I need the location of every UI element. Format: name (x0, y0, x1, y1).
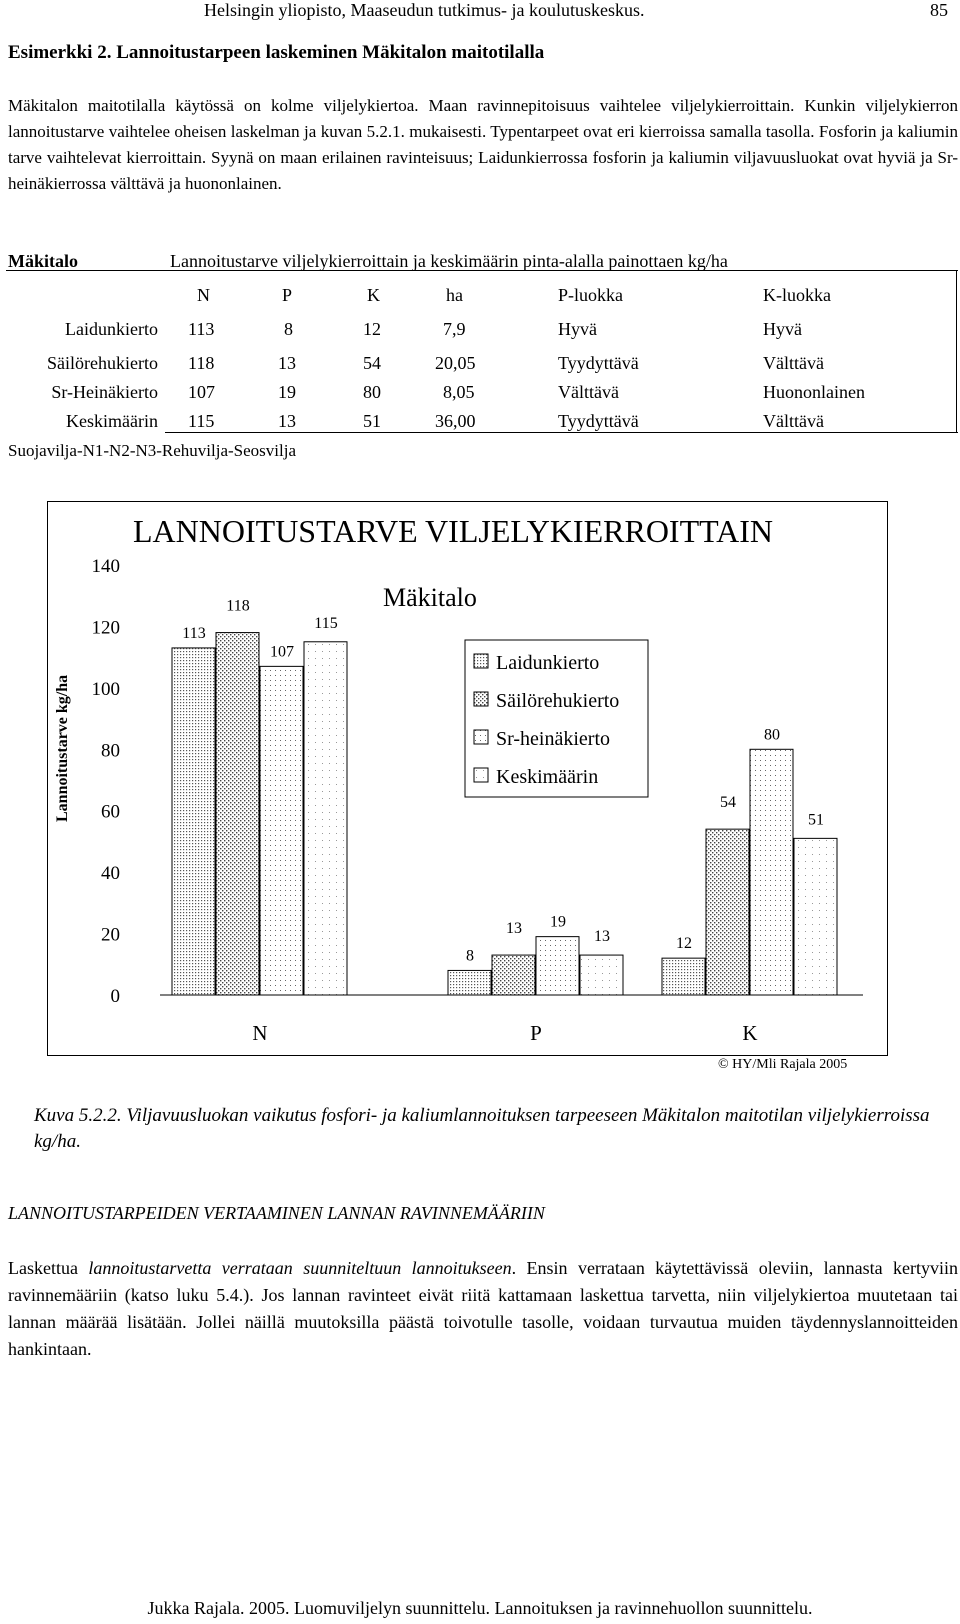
col-header-k-class: K-luokka (763, 285, 831, 305)
bar (448, 970, 491, 995)
row-name-laidunkierto: Laidunkierto (65, 319, 158, 339)
bar-value-label: 19 (550, 913, 566, 931)
table-cell: 113 (188, 319, 215, 339)
figure-caption: Kuva 5.2.2. Viljavuusluokan vaikutus fosfori- ja kaliumlannoituksen tarpeeseen Mäkitalon maitotilan viljelykierroissa kg/ha. (34, 1105, 930, 1152)
page-footer: Jukka Rajala. 2005. Luomuviljelyn suunnittelu. Lannoituksen ja ravinnehuollon suunnittelu. (147, 1598, 813, 1618)
bar-value-label: 80 (764, 726, 780, 744)
table-cell: 20,05 (435, 353, 476, 373)
body-emphasis: lannoitustarvetta verrataan suunniteltuun lannoitukseen (88, 1258, 512, 1278)
y-tick-label: 20 (101, 924, 120, 946)
row-name-keskimaarin: Keskimäärin (66, 411, 158, 431)
page-number: 85 (930, 0, 948, 20)
table-cell: 80 (363, 382, 381, 402)
bar-value-label: 115 (314, 614, 338, 632)
body-paragraph (8, 1255, 958, 1363)
y-tick-label: 0 (110, 986, 120, 1007)
table-cell: Hyvä (558, 319, 597, 339)
col-header-ha: ha (446, 285, 463, 305)
example-heading: Esimerkki 2. Lannoitustarpeen laskeminen Mäkitalon maitotilalla (8, 42, 545, 63)
bar (304, 642, 347, 995)
table-cell: Välttävä (763, 353, 824, 373)
body-text (8, 1255, 958, 1363)
x-category-label: N (252, 1021, 268, 1045)
table-cell: 8,05 (443, 382, 475, 402)
bar (580, 955, 623, 995)
body-rest: . Ensin verrataan käytettävissä oleviin, lannasta kertyviin ravinnemääriin (katso luku 5.4.). Jos lannan ravinteet eivät riitä kattamaan laskettua tarvetta, niin viljelykiertoa muutetaan tai lannan määrää lisätään. Jollei näillä muutoksilla päästä toivotulle tasolle, voidaan turvautua muiden täydennyslannoitteiden hankintaan. (8, 1258, 958, 1359)
table-cell: Tyydyttävä (558, 411, 639, 431)
y-tick-label: 60 (101, 801, 120, 823)
col-header-n: N (197, 285, 210, 305)
legend-swatch (474, 768, 488, 782)
bar (706, 829, 749, 995)
bar (216, 633, 259, 995)
intro-text: Mäkitalon maitotilalla käytössä on kolme viljelykiertoa. Maan ravinnepitoisuus vaihtelee viljelykierroittain. Kunkin viljelykierron lannoitustarve vaihtelee oheisen laskelman ja kuvan 5.2.1. mukaisesti. Typentarpeet ovat eri kierroissa samalla tasolla. Fosforin ja kaliumin tarve vaihtelevat kierroittain. Syynä on maan erilainen ravinteisuus; Laidunkierrossa fosforin ja kaliumin viljavuusluokat ovat hyviä ja Sr-heinäkierrossa välttävä ja huononlainen. (8, 96, 958, 193)
y-tick-label: 80 (101, 740, 120, 762)
bar-value-label: 13 (594, 928, 610, 946)
y-tick-label: 100 (91, 678, 120, 700)
bar-value-label: 13 (506, 920, 522, 938)
table-cell: Huononlainen (763, 382, 865, 402)
legend-swatch (474, 654, 488, 668)
bar (172, 648, 215, 995)
bar-value-label: 51 (808, 811, 824, 829)
body-lead: Laskettua (8, 1258, 89, 1278)
x-category-label: P (530, 1021, 542, 1045)
table-cell: 19 (278, 382, 296, 402)
bar-value-label: 54 (720, 794, 736, 812)
table-cell: 7,9 (443, 319, 466, 339)
table-cell: 13 (278, 411, 296, 431)
x-category-label: K (742, 1021, 758, 1045)
table-cell: Hyvä (763, 319, 802, 339)
table-cell: 51 (363, 411, 381, 431)
bar-value-label: 12 (676, 935, 692, 953)
legend (465, 640, 648, 797)
y-tick-label: 120 (91, 617, 120, 639)
chart-subtitle: Mäkitalo (383, 583, 477, 612)
table-cell: 118 (188, 353, 215, 373)
table-cell: Välttävä (763, 411, 824, 431)
col-header-p: P (282, 285, 293, 305)
row-name-sr-heinakierto: Sr-Heinäkierto (51, 382, 158, 402)
table-farm-name: Mäkitalo (8, 251, 78, 271)
table-cell: Tyydyttävä (558, 353, 639, 373)
bar (536, 937, 579, 995)
x-category-labels (252, 1021, 757, 1045)
bar-value-label: 118 (226, 597, 250, 615)
bar-value-label: 8 (466, 947, 474, 965)
legend-label: Keskimäärin (496, 766, 599, 788)
bar-value-label: 107 (270, 643, 294, 661)
table-cell: 8 (284, 319, 293, 339)
legend-swatch (474, 692, 488, 706)
legend-label: Säilörehukierto (496, 690, 620, 712)
table-cell: 115 (188, 411, 215, 431)
table-caption: Lannoitustarve viljelykierroittain ja keskimäärin pinta-alalla painottaen kg/ha (170, 251, 728, 271)
legend-label: Sr-heinäkierto (496, 728, 611, 750)
table-cell: 54 (363, 353, 381, 373)
institution: Helsingin yliopisto, Maaseudun tutkimus- ja koulutuskeskus. (204, 0, 645, 20)
bar (260, 666, 303, 995)
bar (492, 955, 535, 995)
y-tick-label: 40 (101, 863, 120, 885)
chart-title: LANNOITUSTARVE VILJELYKIERROITTAIN (133, 513, 773, 549)
y-tick-labels (92, 556, 121, 1007)
legend-label: Laidunkierto (496, 652, 600, 674)
legend-swatch (474, 730, 488, 744)
table-cell: 107 (188, 382, 215, 402)
table-cell: 13 (278, 353, 296, 373)
table-cell: Välttävä (558, 382, 619, 402)
bar-value-label: 113 (182, 624, 206, 642)
section-title: LANNOITUSTARPEIDEN VERTAAMINEN LANNAN RAVINNEMÄÄRIIN (8, 1203, 545, 1223)
bar (750, 749, 793, 995)
bar (662, 958, 705, 995)
crop-rotation-note: Suojavilja-N1-N2-N3-Rehuvilja-Seosvilja (8, 441, 297, 460)
y-axis-label: Lannoitustarve kg/ha (54, 674, 71, 822)
row-name-sailorehukierto: Säilörehukierto (47, 353, 158, 373)
col-header-k: K (367, 285, 380, 305)
table-cell: 36,00 (435, 411, 476, 431)
y-tick-label: 140 (91, 556, 120, 577)
table-cell: 12 (363, 319, 381, 339)
col-header-p-class: P-luokka (558, 285, 623, 305)
bar (794, 838, 837, 995)
chart-credit: © HY/Mli Rajala 2005 (718, 1057, 848, 1072)
